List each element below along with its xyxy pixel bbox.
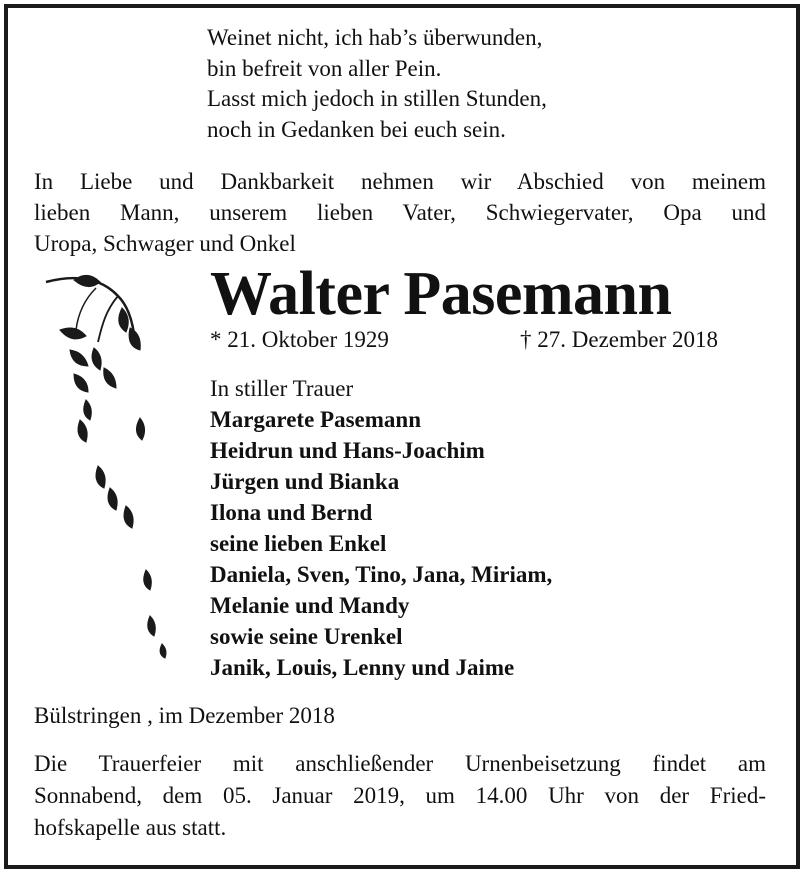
mourners-line: Jürgen und Bianka (210, 469, 400, 494)
birth-date: * 21. Oktober 1929 (210, 327, 389, 352)
intro-line: Uropa, Schwager und Onkel (34, 231, 296, 256)
mourners-line: sowie seine Urenkel (210, 624, 403, 649)
poem (207, 23, 547, 145)
mourners-list (210, 373, 552, 683)
falling-leaves-icon (36, 270, 186, 670)
mourners-line: Heidrun und Hans-Joachim (210, 438, 485, 463)
mourners-line: seine lieben Enkel (210, 531, 387, 556)
ceremony-text (34, 748, 766, 844)
poem-line: Lasst mich jedoch in stillen Stunden, (207, 86, 547, 111)
poem-line: noch in Gedanken bei euch sein. (207, 116, 506, 142)
deceased-name: Walter Pasemann (210, 260, 672, 328)
mourners-line: Ilona und Bernd (210, 500, 373, 525)
ceremony-line: Die Trauerfeier mit anschließender Urnenbeisetzung findet am (34, 751, 766, 776)
life-dates (210, 325, 718, 355)
mourners-line: Margarete Pasemann (210, 407, 421, 432)
mourners-line: Janik, Louis, Lenny und Jaime (210, 655, 515, 680)
mourners-line: Melanie und Mandy (210, 593, 410, 618)
mourners-line: Daniela, Sven, Tino, Jana, Miriam, (210, 562, 553, 587)
intro-line: lieben Mann, unserem lieben Vater, Schwiegervater, Opa und (34, 200, 766, 225)
ceremony-line: hofskapelle aus statt. (34, 815, 227, 840)
mourners-line: In stiller Trauer (210, 376, 354, 401)
intro-text (34, 166, 766, 259)
death-date: † 27. Dezember 2018 (520, 327, 718, 352)
ceremony-line: Sonnabend, dem 05. Januar 2019, um 14.00 Uhr von der Fried- (34, 783, 766, 808)
intro-line: In Liebe und Dankbarkeit nehmen wir Abschied von meinem (34, 169, 766, 194)
poem-line: Weinet nicht, ich hab’s überwunden, (207, 25, 543, 50)
place-date: Bülstringen , im Dezember 2018 (34, 703, 335, 728)
poem-line: bin befreit von aller Pein. (207, 55, 442, 81)
